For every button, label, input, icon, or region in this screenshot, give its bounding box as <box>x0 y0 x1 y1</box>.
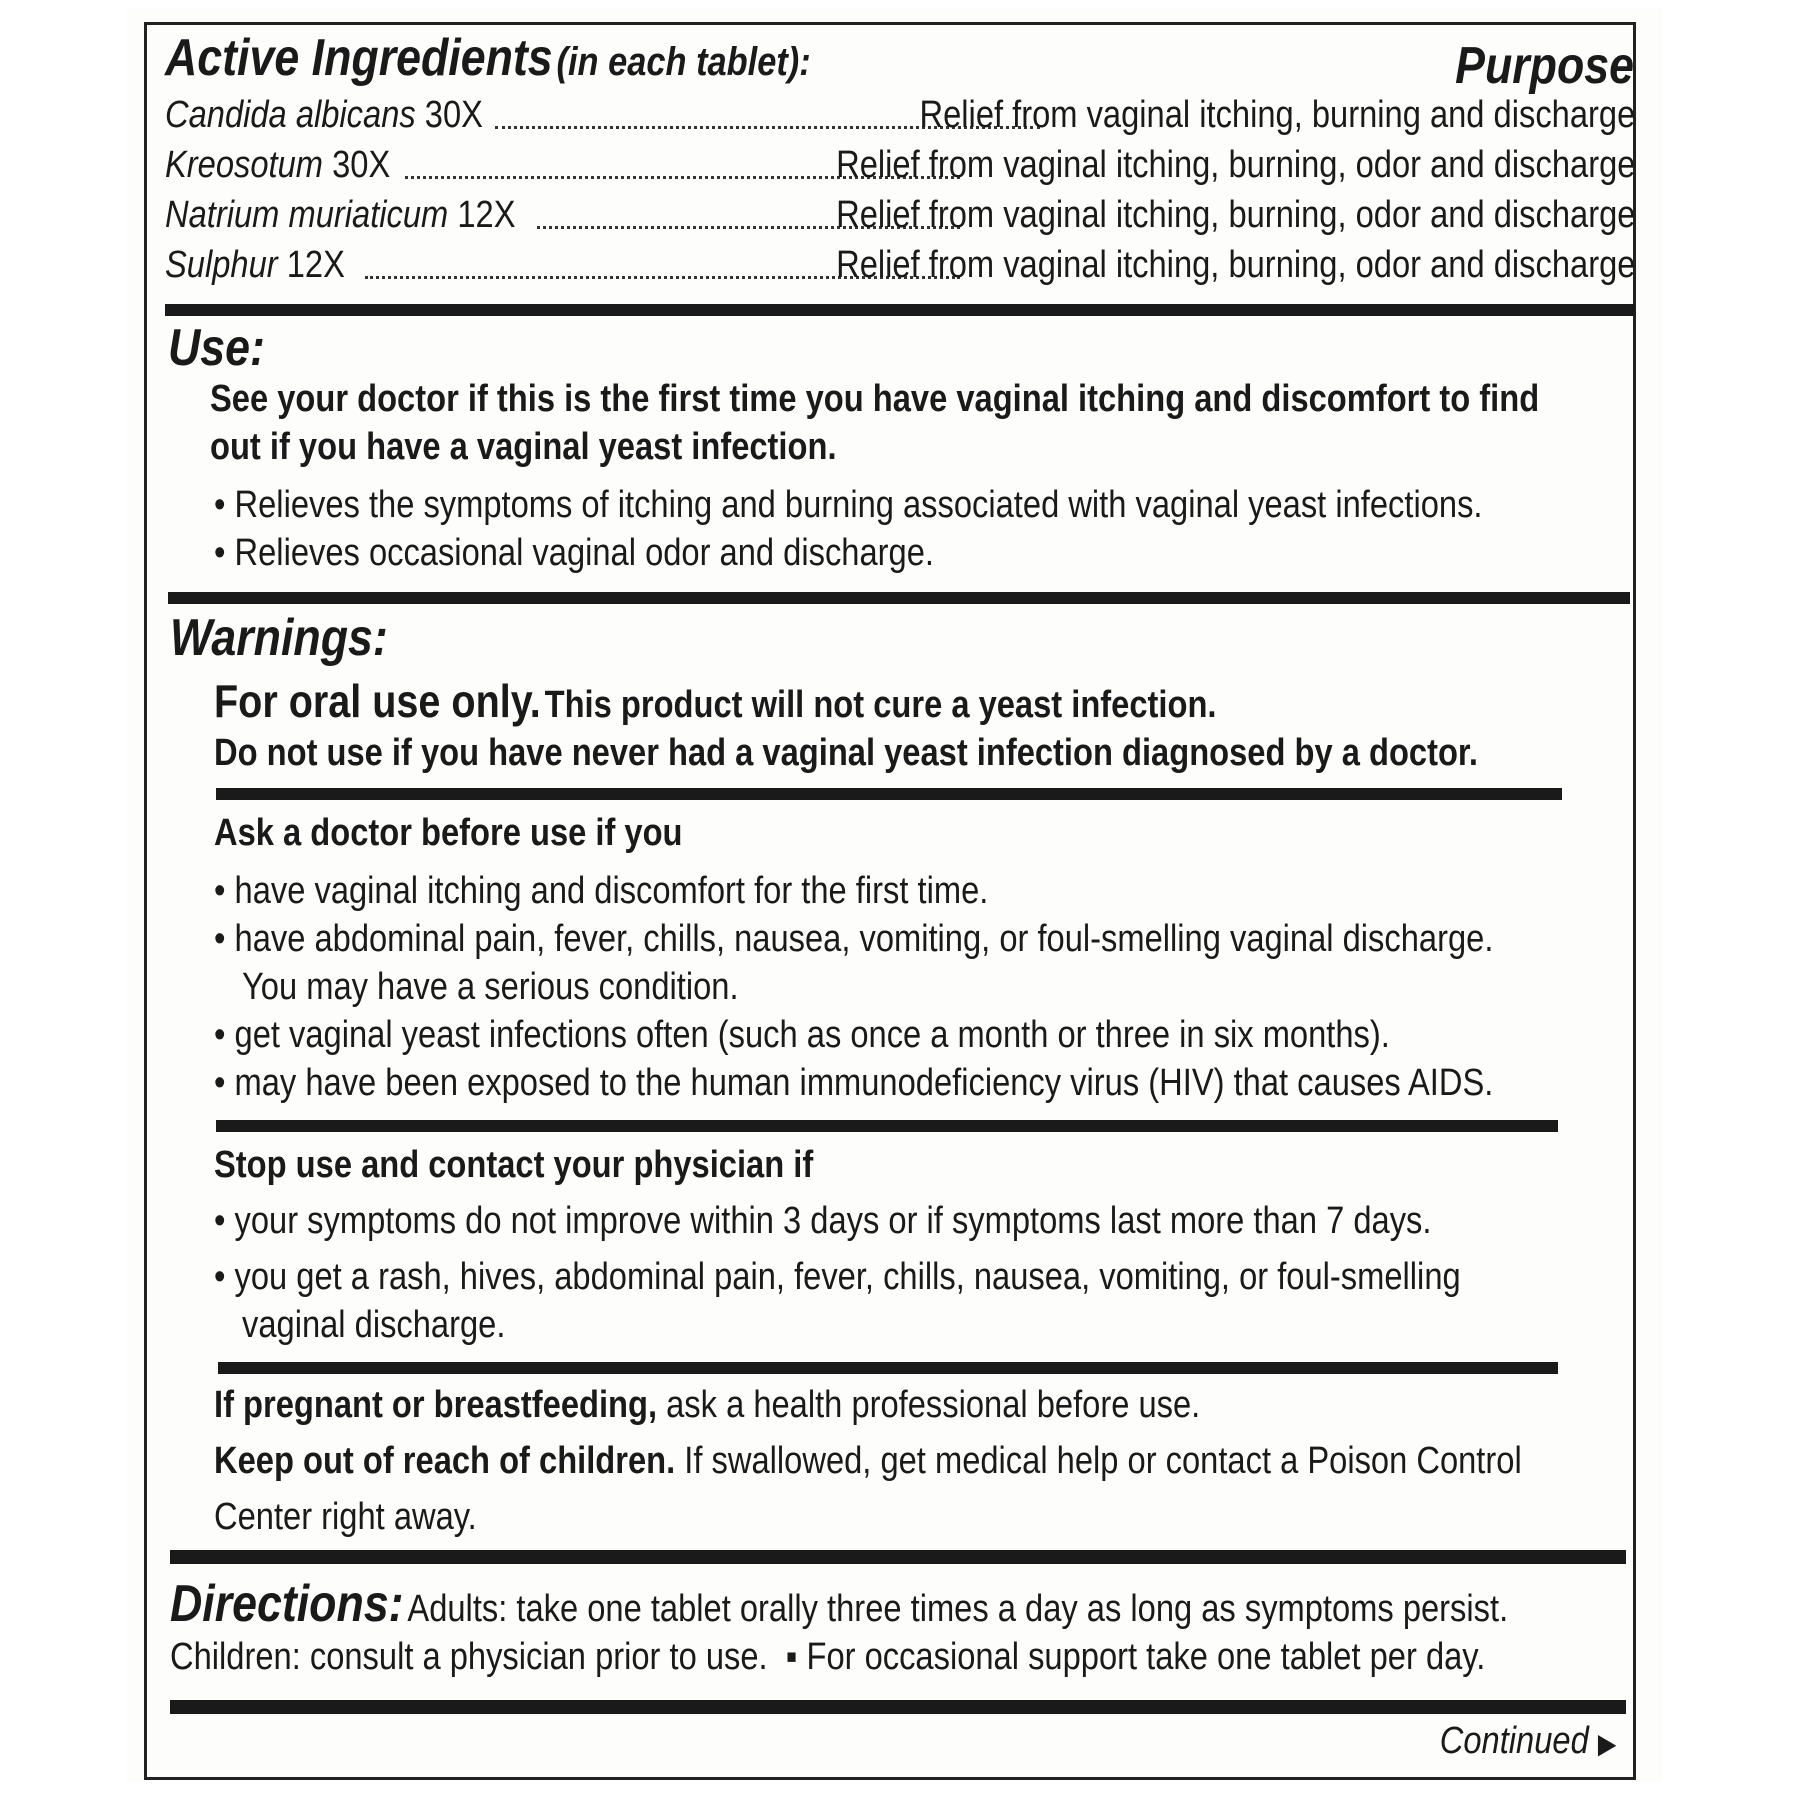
ingredient-purpose-text: Relief from vaginal itching, burning, odor and discharge <box>835 194 1635 236</box>
pregnant-line <box>214 1384 1361 1427</box>
ingredient-purpose <box>803 94 1635 137</box>
purpose-header-label: Purpose <box>1455 37 1634 95</box>
stop-use-title <box>214 1144 911 1187</box>
stop-bullet-text: your symptoms do not improve within 3 days or if symptoms last more than 7 days. <box>234 1200 1432 1242</box>
oral-use-line <box>214 674 1380 728</box>
warnings-title-text: Warnings: <box>170 609 388 667</box>
keep-out-rest: If swallowed, get medical help or contact a Poison Control <box>684 1440 1522 1482</box>
keep-out-line-2 <box>214 1496 520 1539</box>
ask-doctor-title-text: Ask a doctor before use if you <box>214 812 683 854</box>
ingredient-purpose <box>706 194 1635 237</box>
use-intro-line <box>210 426 939 469</box>
stop-use-title-text: Stop use and contact your physician if <box>214 1144 814 1186</box>
section-divider <box>170 1550 1626 1564</box>
list-item: • get vaginal yeast infections often (such as once a month or three in six months). <box>214 1014 1390 1056</box>
keep-out-line <box>214 1440 1735 1483</box>
ingredient-potency: 30X <box>424 94 483 136</box>
ingredient-name <box>165 244 374 287</box>
subsection-divider <box>216 1120 1558 1132</box>
directions-adults: Adults: take one tablet orally three times a day as long as symptoms persist. <box>407 1588 1509 1630</box>
ingredient-name <box>165 194 573 237</box>
ingredient-latin-name: Kreosotum <box>165 144 324 186</box>
directions-line-2 <box>170 1636 1699 1679</box>
ask-bullet-text: have abdominal pain, fever, chills, nausea, vomiting, or foul-smelling vaginal discharge. <box>234 918 1494 960</box>
ask-bullet-text: You may have a serious condition. <box>242 966 739 1008</box>
ingredient-row <box>165 244 1635 290</box>
pregnant-bold: If pregnant or breastfeeding, <box>214 1384 658 1426</box>
use-title <box>168 318 281 378</box>
ask-bullet-text: may have been exposed to the human immunodeficiency virus (HIV) that causes AIDS. <box>234 1062 1494 1104</box>
warnings-title <box>170 608 423 668</box>
use-title-text: Use: <box>168 319 265 377</box>
active-ingredients-subtitle: (in each tablet): <box>556 40 811 84</box>
purpose-header <box>1426 36 1634 96</box>
ingredient-purpose-text: Relief from vaginal itching, burning and discharge <box>919 94 1635 136</box>
stop-bullet-text: you get a rash, hives, abdominal pain, fever, chills, nausea, vomiting, or foul-smelling <box>234 1256 1461 1298</box>
ingredient-latin-name: Candida albicans <box>165 94 416 136</box>
keep-out-line-2-text: Center right away. <box>214 1496 477 1538</box>
stop-bullet-text: vaginal discharge. <box>242 1304 506 1346</box>
subsection-divider <box>218 1362 1558 1374</box>
ingredient-purpose-text: Relief from vaginal itching, burning, odor and discharge <box>835 144 1635 186</box>
use-intro-text: out if you have a vaginal yeast infection. <box>210 426 837 468</box>
do-not-use-line <box>214 732 1684 775</box>
use-bullet-text: Relieves the symptoms of itching and burning associated with vaginal yeast infections. <box>234 484 1483 526</box>
ingredient-name <box>165 94 535 137</box>
ingredient-potency: 12X <box>457 194 516 236</box>
use-bullet-text: Relieves occasional vaginal odor and discharge. <box>234 532 934 574</box>
active-ingredients-header <box>165 28 916 88</box>
square-bullet-icon: ▪ <box>785 1636 798 1678</box>
oral-use-rest: This product will not cure a yeast infection. <box>544 684 1217 726</box>
use-intro-line <box>210 378 1756 421</box>
list-item-continued <box>242 1304 548 1347</box>
ingredient-latin-name: Sulphur <box>165 244 278 286</box>
ingredient-name <box>165 144 427 187</box>
ingredient-purpose <box>706 144 1635 187</box>
list-item: • have abdominal pain, fever, chills, nausea, vomiting, or foul-smelling vaginal discharge. <box>214 918 1494 960</box>
list-item: • may have been exposed to the human immunodeficiency virus (HIV) that causes AIDS. <box>214 1062 1494 1104</box>
ingredient-latin-name: Natrium muriaticum <box>165 194 449 236</box>
directions-children: Children: consult a physician prior to use. <box>170 1636 768 1678</box>
section-divider <box>168 592 1630 604</box>
list-item-continued <box>242 966 819 1009</box>
ingredient-potency: 30X <box>332 144 391 186</box>
section-divider <box>165 304 1635 316</box>
ingredient-purpose <box>706 244 1635 287</box>
list-item: • Relieves the symptoms of itching and burning associated with vaginal yeast infections. <box>214 484 1483 526</box>
list-item: • you get a rash, hives, abdominal pain, fever, chills, nausea, vomiting, or foul-smelling <box>214 1256 1461 1298</box>
continued-text: Continued <box>1439 1720 1589 1762</box>
list-item: • have vaginal itching and discomfort for the first time. <box>214 870 989 912</box>
ingredient-potency: 12X <box>286 244 345 286</box>
ask-bullet-text: get vaginal yeast infections often (such as once a month or three in six months). <box>234 1014 1390 1056</box>
directions-title: Directions: <box>170 1575 404 1633</box>
directions-line-1 <box>170 1574 1726 1634</box>
pregnant-rest: ask a health professional before use. <box>666 1384 1201 1426</box>
use-intro-text: See your doctor if this is the first time you have vaginal itching and discomfort to find <box>210 378 1540 420</box>
ask-bullet-text: have vaginal itching and discomfort for the first time. <box>234 870 989 912</box>
subsection-divider <box>216 788 1562 800</box>
ask-doctor-title <box>214 812 759 855</box>
keep-out-bold: Keep out of reach of children. <box>214 1440 676 1482</box>
ingredient-row <box>165 94 1635 140</box>
active-ingredients-title: Active Ingredients <box>165 29 553 87</box>
list-item: • your symptoms do not improve within 3 days or if symptoms last more than 7 days. <box>214 1200 1432 1242</box>
ingredient-row <box>165 194 1635 240</box>
oral-use-bold: For oral use only. <box>214 675 541 727</box>
do-not-use-text: Do not use if you have never had a vaginal yeast infection diagnosed by a doctor. <box>214 732 1478 774</box>
ingredient-row <box>165 144 1635 190</box>
directions-occasional: For occasional support take one tablet per day. <box>806 1636 1486 1678</box>
play-arrow-icon: ▶ <box>1597 1728 1616 1759</box>
continued-label <box>1411 1720 1616 1763</box>
ingredient-purpose-text: Relief from vaginal itching, burning, odor and discharge <box>835 244 1635 286</box>
section-divider <box>170 1700 1626 1714</box>
list-item: • Relieves occasional vaginal odor and discharge. <box>214 532 934 574</box>
